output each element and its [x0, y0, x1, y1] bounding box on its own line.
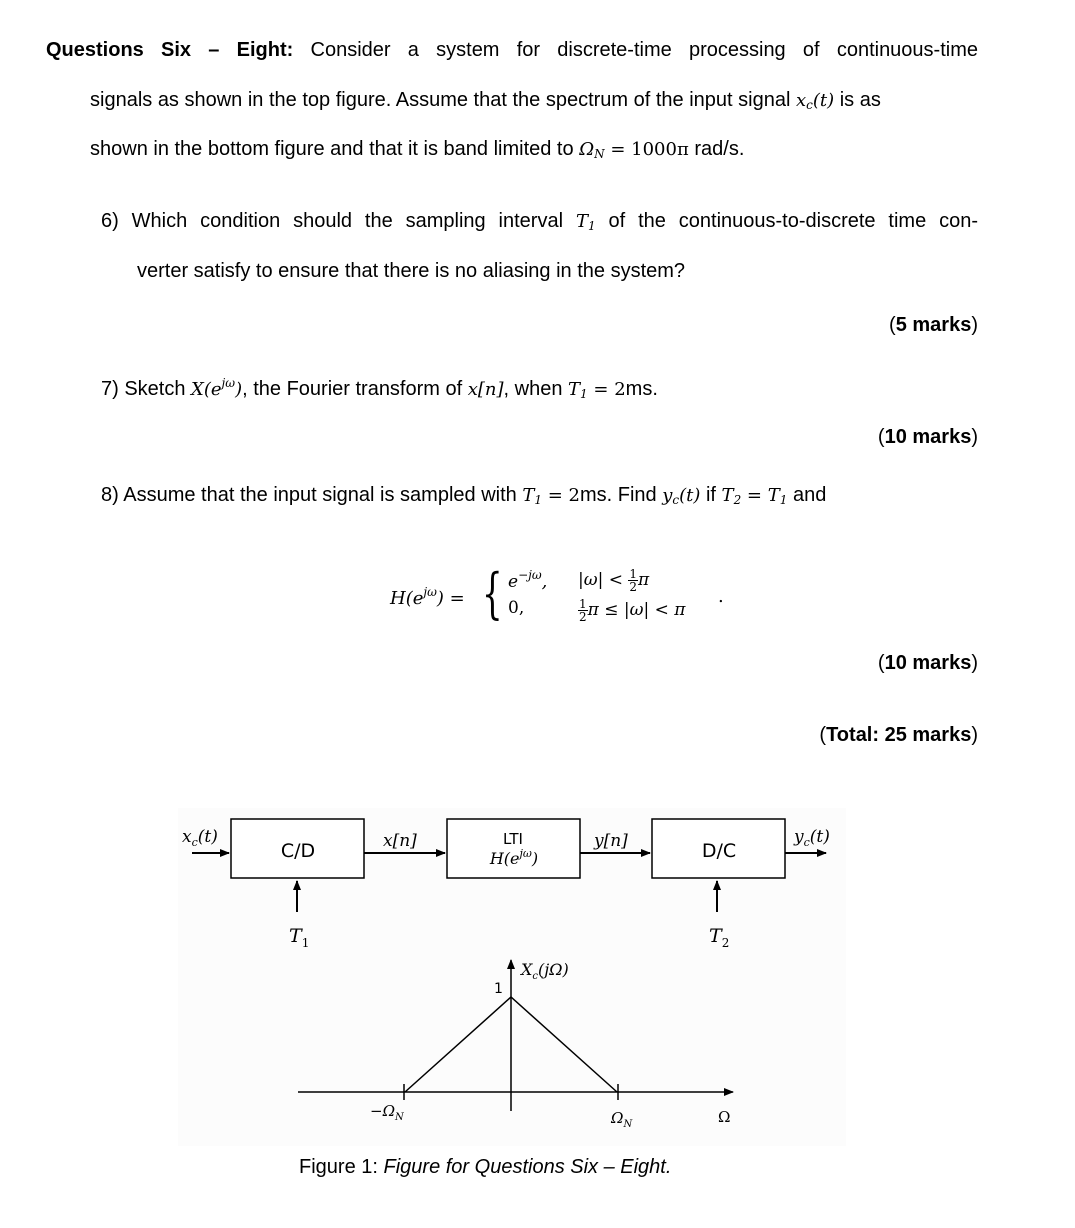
- t1-math: $T_1$: [575, 211, 596, 233]
- yn-label: y[n]: [594, 831, 628, 851]
- intro-text-2a: signals as shown in the top figure. Assume that the spectrum of the input signal: [90, 89, 791, 111]
- x-ejw-math: $X(e^{j\omega})$: [191, 376, 243, 400]
- case-2-condition: $\frac{1}{2}$ π ≤ |ω| < π: [579, 597, 686, 624]
- yc-t-math: $y_c(t)$: [662, 485, 701, 507]
- q6-line-1: 6) Which condition should the sampling interval $T_1$ of the continuous-to-discrete time con-: [101, 210, 979, 233]
- caption-prefix: Figure 1:: [299, 1156, 378, 1178]
- intro-text-1: Consider a system for discrete-time processing of continuous-time: [310, 39, 978, 61]
- output-label: $y_c(t)$: [794, 827, 830, 849]
- q7-marks: (10 marks): [877, 426, 978, 448]
- omega-n-value: 1000π: [631, 139, 689, 160]
- lti-label: LTI: [503, 830, 523, 848]
- xc-t-math: $x_c(t)$: [795, 90, 835, 112]
- q7-line-1: 7) Sketch $X(e^{j\omega})$, the Fourier transform of x[n], when $T_1 = 2ms$.: [101, 376, 658, 401]
- figure-caption: [299, 1155, 671, 1179]
- xn-label: x[n]: [383, 831, 417, 851]
- case-1-condition: |ω| < $\frac{1}{2}$ π: [578, 567, 650, 594]
- q8-line-1: 8) Assume that the input signal is sampled with $T_1 = 2ms$. Find $y_c(t)$ if $T_2 = T_1$ and: [101, 484, 827, 507]
- h-equation-lhs: $H(e^{j\omega})$ =: [390, 585, 465, 609]
- dc-label: D/C: [701, 840, 737, 862]
- total-marks: (Total: 25 marks): [819, 724, 978, 746]
- intro-line-3: shown in the bottom figure and that it is band limited to $\Omega_N = 1000\pi$ rad/s.: [90, 138, 745, 161]
- q6-marks: (5 marks): [889, 314, 978, 336]
- spectrum-y-label: $X_c(j\Omega)$: [521, 960, 569, 982]
- intro-heading: Questions Six – Eight:: [46, 39, 294, 61]
- omega-axis-label: Ω: [718, 1108, 731, 1126]
- t1-label: $T_1$: [289, 925, 310, 950]
- left-brace: {: [482, 562, 503, 625]
- peak-value-label: 1: [494, 981, 503, 997]
- q8-marks: (10 marks): [877, 652, 978, 674]
- case-2-value: 0,: [508, 598, 525, 618]
- omega-n-math: $\Omega_N$: [579, 139, 605, 161]
- intro-text-3a: shown in the bottom figure and that it is band limited to: [90, 138, 574, 160]
- xn-math: x[n]: [467, 379, 504, 400]
- equation-period: .: [718, 586, 724, 607]
- pos-omega-n-label: $\Omega_N$: [611, 1109, 633, 1130]
- q6-line-2: verter satisfy to ensure that there is no aliasing in the system?: [137, 260, 686, 282]
- t2-label: $T_2$: [709, 925, 730, 950]
- caption-text: Figure for Questions Six – Eight.: [383, 1156, 672, 1178]
- intro-text-2b: is as: [839, 89, 881, 111]
- input-label: $x_c(t)$: [182, 827, 218, 849]
- intro-text-3b: rad/s.: [694, 138, 745, 160]
- case-1-value: $e^{-j\omega}$,: [508, 568, 548, 592]
- cd-label: C/D: [280, 840, 316, 862]
- lti-h-label: $H(e^{j\omega})$: [489, 847, 539, 868]
- neg-omega-n-label: $-\Omega_N$: [370, 1102, 404, 1123]
